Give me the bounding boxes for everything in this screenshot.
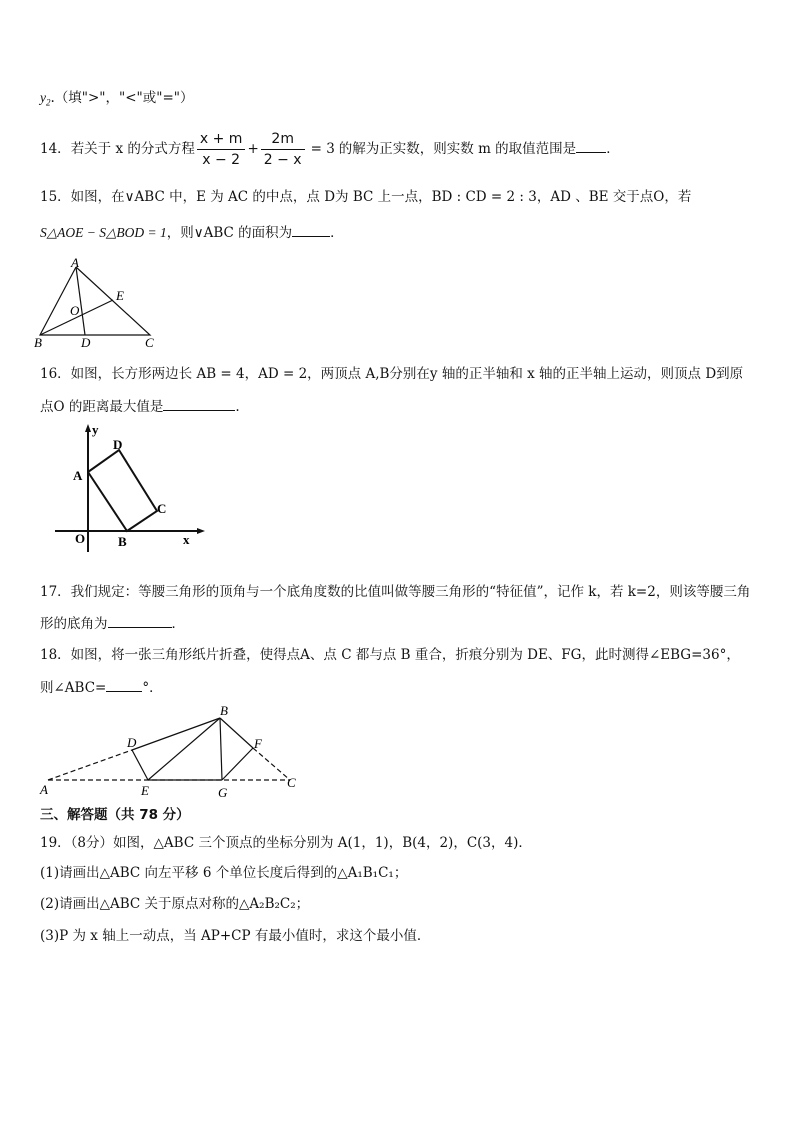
q16-rectangle-figure [55, 420, 215, 560]
answer-blank-15[interactable] [292, 222, 330, 237]
question-15-line-2: S△AOE − S△BOD = 1，则∨ABC 的面积为 ． [40, 222, 344, 243]
q18-fold-figure [35, 700, 310, 800]
question-19-part-3: (3)P 为 x 轴上一动点，当 AP+CP 有最小值时，求这个最小值． [40, 928, 431, 944]
question-16-line-1: 16．如图，长方形两边长 AB = 4，AD = 2，两顶点 A,B分别在y 轴的正半轴和 x 轴的正半轴上运动，则顶点 D到原 [40, 366, 744, 382]
q16-label-y: y [92, 422, 99, 437]
q16-label-x: x [183, 532, 190, 547]
question-19-intro: 19．（8分）如图，△ABC 三个顶点的坐标分别为 A(1，1)，B(4，2)，C(3，4)． [40, 835, 532, 851]
q18-label-f: F [254, 736, 262, 751]
answer-blank-18[interactable] [106, 677, 142, 692]
q15-label-b: B [34, 335, 42, 350]
q15-label-a: A [71, 255, 79, 270]
q16-label-d: D [113, 437, 123, 452]
y2-fill-line: $y_2$.（填">"，"<"或"="） [40, 90, 194, 108]
q16-label-c: C [157, 501, 167, 516]
fraction-1: $\frac{x + m}{x - 2}$ [197, 129, 246, 170]
section-3-title: 三、解答题（共 78 分） [40, 807, 190, 823]
q18-label-g: G [218, 785, 228, 800]
fraction-2: $\frac{2m}{2 - x}$ [261, 129, 305, 170]
question-17-line-2: 形的底角为 ． [40, 613, 185, 634]
q15-label-c: C [145, 335, 154, 350]
question-19-part-1: (1)请画出△ABC 向左平移 6 个单位长度后得到的△A₁B₁C₁； [40, 865, 408, 881]
answer-blank-14[interactable] [576, 138, 606, 153]
q18-label-d: D [127, 735, 137, 750]
question-14: 14．若关于 x 的分式方程 $\frac{x + m}{x - 2}$ + $\frac{2m}{2 - x}$ = 3 的解为正实数，则实数 m 的取值范围是 ． [40, 131, 620, 168]
q15-label-e: E [116, 288, 124, 303]
answer-blank-17[interactable] [108, 613, 172, 628]
q15-triangle-figure [30, 255, 165, 350]
q15-label-o: O [70, 303, 80, 318]
answer-blank-16[interactable] [163, 396, 235, 411]
q15-label-d: D [81, 335, 91, 350]
q18-label-b: B [220, 703, 228, 718]
q16-label-b: B [118, 534, 127, 549]
question-16-line-2: 点O 的距离最大值是 . [40, 396, 240, 417]
question-18-line-2: 则∠ABC= °． [40, 677, 163, 698]
q18-label-a: A [40, 782, 48, 797]
q18-label-e: E [141, 783, 149, 798]
question-18-line-1: 18．如图，将一张三角形纸片折叠，使得点A、点 C 都与点 B 重合，折痕分别为 DE、FG，此时测得∠EBG=36°， [40, 647, 740, 663]
q18-label-c: C [287, 775, 296, 790]
question-17-line-1: 17．我们规定：等腰三角形的顶角与一个底角度数的比值叫做等腰三角形的“特征值”，记作 k，若 k=2，则该等腰三角 [40, 584, 751, 600]
q16-label-a: A [73, 468, 83, 483]
question-19-part-2: (2)请画出△ABC 关于原点对称的△A₂B₂C₂； [40, 896, 310, 912]
question-15-line-1: 15．如图，在∨ABC 中，E 为 AC 的中点，点 D为 BC 上一点，BD : CD = 2 : 3，AD 、BE 交于点O，若 [40, 189, 692, 205]
q16-label-o: O [75, 531, 86, 546]
